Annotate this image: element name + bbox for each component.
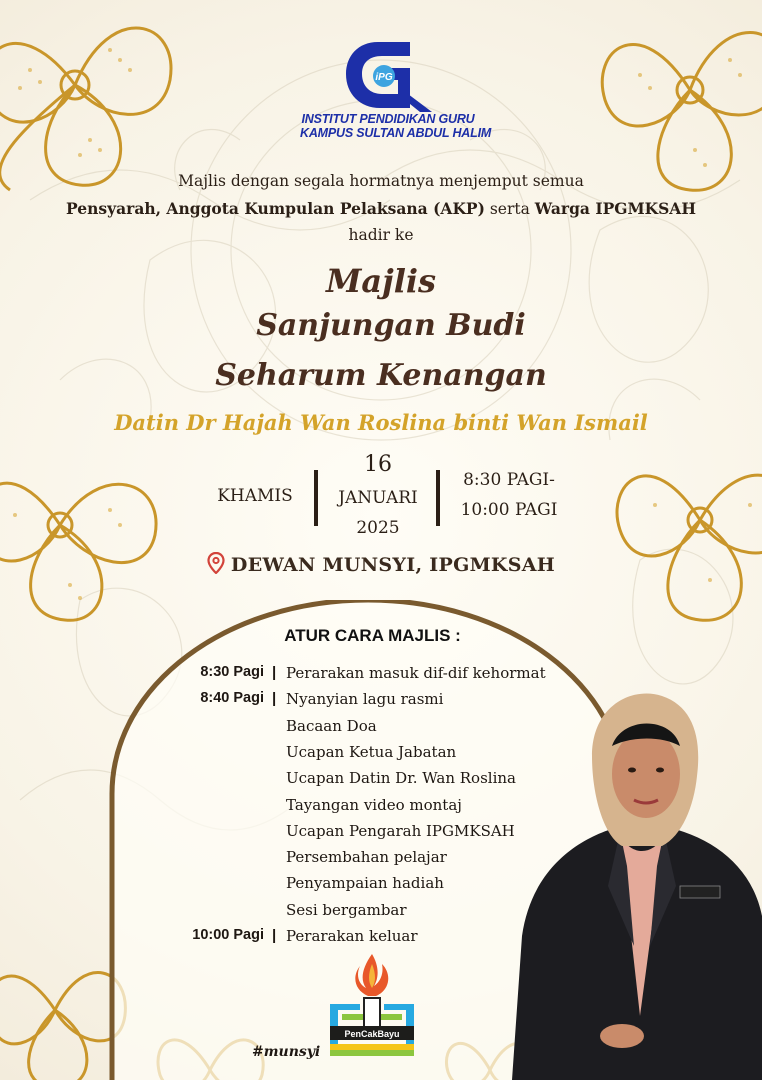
event-year: 2025 bbox=[356, 518, 400, 538]
ipg-logo bbox=[300, 38, 492, 140]
honoree-name: Datin Dr Hajah Wan Roslina binti Wan Ismail bbox=[114, 410, 648, 435]
programme-activity: Penyampaian hadiah bbox=[286, 874, 444, 893]
programme-time: 8:30 Pagi bbox=[200, 664, 264, 680]
programme-activity: Perarakan keluar bbox=[286, 927, 418, 945]
programme-activity: Nyanyian lagu rasmi bbox=[286, 690, 444, 709]
pencakbayu-logo bbox=[324, 948, 420, 1066]
event-month: JANUARI bbox=[338, 488, 418, 508]
ipg-emblem-icon bbox=[340, 38, 436, 112]
event-title-2: Sanjungan Budi bbox=[256, 308, 526, 343]
programme-activity: Perarakan masuk dif-dif kehormat bbox=[286, 664, 546, 682]
event-title-1: Majlis bbox=[325, 262, 437, 300]
invitation-conjunction: serta bbox=[484, 200, 535, 218]
date-time-block bbox=[200, 450, 570, 540]
logo-line-2: KAMPUS SULTAN ABDUL HALIM bbox=[300, 126, 492, 140]
programme-time: 10:00 Pagi bbox=[192, 927, 264, 943]
programme-activity: Ucapan Ketua Jabatan bbox=[286, 742, 457, 761]
hashtag: #munsyi bbox=[252, 1044, 321, 1060]
ipg-emblem-text: iPG bbox=[375, 72, 393, 83]
programme-activity: Ucapan Datin Dr. Wan Roslina bbox=[286, 769, 516, 788]
invitation-warga: Warga IPGMKSAH bbox=[534, 199, 696, 218]
programme-activity: Tayangan video montaj bbox=[286, 795, 462, 814]
pencakbayu-logo-text: PenCakBayu bbox=[344, 1029, 400, 1039]
gold-flower-decoration bbox=[600, 410, 762, 630]
event-date-number: 16 bbox=[364, 452, 392, 477]
invitation-line-2 bbox=[0, 199, 762, 218]
event-title-3: Seharum Kenangan bbox=[215, 358, 547, 393]
date-divider bbox=[314, 470, 318, 526]
gold-flower-decoration bbox=[0, 420, 170, 630]
programme-separator: | bbox=[272, 927, 277, 944]
honoree-portrait-photo bbox=[512, 686, 762, 1080]
event-time-start: 8:30 PAGI- bbox=[463, 470, 555, 490]
venue bbox=[0, 552, 762, 576]
programme-separator: | bbox=[272, 664, 277, 681]
invitation-line-1: Majlis dengan segala hormatnya menjemput semua bbox=[178, 172, 584, 190]
gold-flower-decoration bbox=[0, 0, 190, 200]
event-time-end: 10:00 PAGI bbox=[460, 500, 558, 520]
programme-time: 8:40 Pagi bbox=[200, 690, 264, 707]
programme-activity: Ucapan Pengarah IPGMKSAH bbox=[286, 821, 515, 840]
programme-separator: | bbox=[272, 690, 277, 708]
gold-flower-decoration bbox=[580, 0, 762, 200]
programme-activity: Persembahan pelajar bbox=[286, 848, 447, 867]
programme-activity: Sesi bergambar bbox=[286, 900, 407, 919]
venue-label: DEWAN MUNSYI, IPGMKSAH bbox=[230, 554, 556, 576]
programme-title: ATUR CARA MAJLIS : bbox=[284, 626, 461, 645]
invitation-guests: Pensyarah, Anggota Kumpulan Pelaksana (AKP) bbox=[66, 199, 485, 218]
location-pin-icon bbox=[207, 552, 225, 574]
programme-activity: Bacaan Doa bbox=[286, 716, 377, 735]
date-divider bbox=[436, 470, 440, 526]
invitation-line-3: hadir ke bbox=[348, 226, 414, 244]
logo-line-1: INSTITUT PENDIDIKAN GURU bbox=[301, 112, 475, 126]
event-day: KHAMIS bbox=[217, 486, 293, 506]
